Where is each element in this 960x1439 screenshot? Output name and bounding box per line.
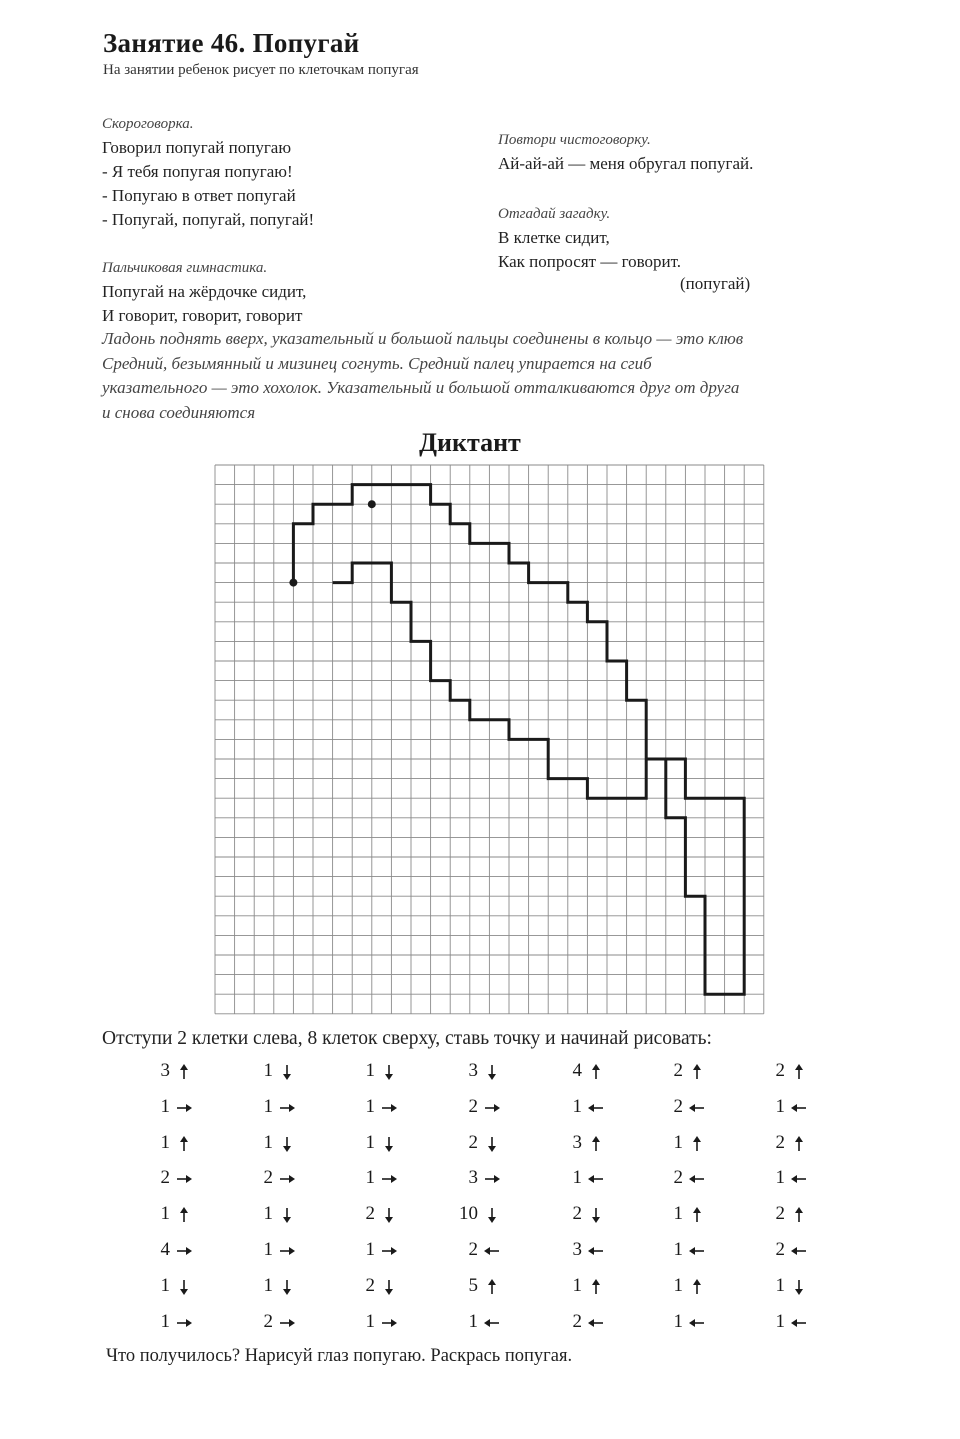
- command-cell: [345, 1308, 415, 1338]
- command-count: 1: [673, 1203, 683, 1225]
- command-cell: [243, 1272, 313, 1302]
- command-count: 2: [775, 1131, 785, 1153]
- arrow-up-icon: [689, 1064, 705, 1080]
- command-cell: [448, 1308, 518, 1338]
- eye-dot: [368, 500, 376, 508]
- arrow-right-icon: [176, 1243, 192, 1259]
- command-count: 2: [775, 1060, 785, 1081]
- dictation-title: Диктант: [419, 428, 521, 457]
- command-count: 2: [775, 1239, 785, 1260]
- arrow-up-icon: [176, 1207, 192, 1223]
- command-count: 1: [572, 1095, 582, 1117]
- command-cell: [140, 1093, 210, 1123]
- riddle-line: Как попросят — говорит.: [498, 252, 682, 271]
- arrow-right-icon: [279, 1243, 295, 1259]
- arrow-right-icon: [176, 1100, 192, 1116]
- arrow-down-icon: [381, 1064, 397, 1080]
- arrow-right-icon: [176, 1171, 192, 1187]
- command-cell: [552, 1236, 622, 1266]
- command-count: 1: [673, 1131, 683, 1153]
- command-cell: [653, 1200, 723, 1230]
- arrow-down-icon: [279, 1064, 295, 1080]
- command-cell: [243, 1129, 313, 1159]
- command-cell: [345, 1129, 415, 1159]
- command-cell: [755, 1057, 825, 1087]
- command-cell: [755, 1236, 825, 1266]
- command-cell: [140, 1272, 210, 1302]
- instruction-line: Ладонь поднять вверх, указательный и большой пальцы соединены в кольцо — это клюв: [102, 329, 744, 348]
- command-cell: [140, 1164, 210, 1194]
- command-cell: [653, 1236, 723, 1266]
- command-cell: [243, 1200, 313, 1230]
- command-cell: [140, 1200, 210, 1230]
- command-count: 2: [572, 1310, 582, 1332]
- command-cell: [552, 1164, 622, 1194]
- command-count: 3: [572, 1131, 582, 1153]
- finger-gym-line: Попугай на жёрдочке сидит,: [102, 282, 307, 301]
- command-cell: [653, 1164, 723, 1194]
- command-cell: [448, 1057, 518, 1087]
- command-cell: [755, 1164, 825, 1194]
- command-count: 2: [775, 1203, 785, 1225]
- tongue-twister-line: - Попугаю в ответ попугай: [102, 186, 296, 205]
- command-cell: [448, 1272, 518, 1302]
- command-count: 1: [160, 1310, 170, 1332]
- arrow-down-icon: [791, 1279, 807, 1295]
- arrow-right-icon: [279, 1171, 295, 1187]
- arrow-down-icon: [381, 1136, 397, 1152]
- command-cell: [552, 1093, 622, 1123]
- arrow-left-icon: [588, 1315, 604, 1331]
- arrow-left-icon: [791, 1243, 807, 1259]
- command-count: 1: [673, 1239, 683, 1260]
- command-cell: [448, 1093, 518, 1123]
- arrow-down-icon: [381, 1207, 397, 1223]
- command-count: 2: [572, 1203, 582, 1225]
- command-count: 1: [468, 1310, 478, 1332]
- dictation-rule: Отступи 2 клетки слева, 8 клеток сверху, ставь точку и начинай рисовать:: [102, 1028, 712, 1049]
- page-subtitle: На занятии ребенок рисует по клеточкам попугая: [103, 62, 419, 78]
- command-count: 1: [775, 1274, 785, 1296]
- arrow-up-icon: [588, 1279, 604, 1295]
- command-count: 1: [572, 1274, 582, 1296]
- command-cell: [140, 1057, 210, 1087]
- command-count: 1: [263, 1060, 273, 1081]
- command-count: 2: [365, 1203, 375, 1225]
- command-count: 2: [263, 1167, 273, 1189]
- command-cell: [345, 1236, 415, 1266]
- command-cell: [552, 1272, 622, 1302]
- command-count: 2: [673, 1060, 683, 1081]
- command-cell: [755, 1093, 825, 1123]
- arrow-left-icon: [484, 1315, 500, 1331]
- arrow-down-icon: [484, 1064, 500, 1080]
- command-count: 1: [365, 1239, 375, 1260]
- arrow-right-icon: [279, 1100, 295, 1116]
- tongue-twister-line: Говорил попугай попугаю: [102, 138, 292, 157]
- arrow-up-icon: [791, 1064, 807, 1080]
- command-count: 2: [673, 1095, 683, 1117]
- arrow-left-icon: [689, 1315, 705, 1331]
- instruction-line: Средний, безымянный и мизинец согнуть. Средний палец упирается на сгиб: [102, 353, 652, 373]
- command-cell: [345, 1200, 415, 1230]
- command-count: 1: [263, 1239, 273, 1260]
- command-count: 2: [673, 1167, 683, 1189]
- arrow-right-icon: [381, 1315, 397, 1331]
- arrow-down-icon: [484, 1207, 500, 1223]
- command-cell: [345, 1093, 415, 1123]
- command-cell: [653, 1093, 723, 1123]
- command-cell: [448, 1236, 518, 1266]
- instruction-line: указательного — это хохолок. Указательный и большой отталкиваются друг от друга: [102, 378, 740, 397]
- command-count: 3: [468, 1060, 478, 1081]
- command-cell: [345, 1057, 415, 1087]
- command-count: 2: [468, 1239, 478, 1260]
- tongue-twister-line: - Попугай, попугай, попугай!: [102, 210, 315, 229]
- command-count: 1: [673, 1310, 683, 1332]
- command-count: 1: [365, 1167, 375, 1189]
- arrow-right-icon: [176, 1315, 192, 1331]
- arrow-left-icon: [689, 1243, 705, 1259]
- riddle-line: В клетке сидит,: [498, 228, 610, 247]
- arrow-down-icon: [279, 1136, 295, 1152]
- command-cell: [140, 1236, 210, 1266]
- clean-talk-heading: Повтори чистоговорку.: [498, 132, 651, 148]
- finger-gym-line: И говорит, говорит, говорит: [102, 306, 303, 325]
- command-count: 1: [775, 1310, 785, 1332]
- command-count: 2: [365, 1274, 375, 1296]
- command-count: 1: [263, 1274, 273, 1296]
- arrow-up-icon: [176, 1136, 192, 1152]
- command-cell: [755, 1200, 825, 1230]
- arrow-up-icon: [791, 1136, 807, 1152]
- command-count: 1: [160, 1203, 170, 1225]
- command-cell: [243, 1093, 313, 1123]
- arrow-down-icon: [484, 1136, 500, 1152]
- arrow-up-icon: [689, 1279, 705, 1295]
- command-cell: [653, 1057, 723, 1087]
- command-count: 1: [775, 1167, 785, 1189]
- page-title: Занятие 46. Попугай: [103, 28, 360, 58]
- clean-talk-line: Ай-ай-ай — меня обругал попугай.: [498, 154, 754, 173]
- arrow-up-icon: [176, 1064, 192, 1080]
- arrow-left-icon: [791, 1171, 807, 1187]
- arrow-down-icon: [588, 1207, 604, 1223]
- arrow-up-icon: [588, 1064, 604, 1080]
- command-cell: [755, 1129, 825, 1159]
- command-cell: [448, 1164, 518, 1194]
- command-cell: [552, 1200, 622, 1230]
- command-count: 1: [160, 1131, 170, 1153]
- arrow-right-icon: [381, 1100, 397, 1116]
- command-count: 1: [365, 1095, 375, 1117]
- command-count: 1: [673, 1274, 683, 1296]
- instruction-line: и снова соединяются: [102, 402, 256, 422]
- command-count: 4: [572, 1060, 582, 1081]
- riddle-heading: Отгадай загадку.: [498, 206, 611, 222]
- arrow-down-icon: [381, 1279, 397, 1295]
- command-count: 4: [160, 1239, 170, 1260]
- command-count: 3: [468, 1167, 478, 1189]
- command-cell: [653, 1129, 723, 1159]
- arrow-right-icon: [484, 1171, 500, 1187]
- command-count: 1: [263, 1203, 273, 1225]
- command-cell: [653, 1272, 723, 1302]
- command-count: 10: [459, 1203, 478, 1225]
- command-cell: [140, 1129, 210, 1159]
- command-count: 5: [468, 1274, 478, 1296]
- arrow-left-icon: [588, 1171, 604, 1187]
- command-cell: [755, 1308, 825, 1338]
- arrow-down-icon: [279, 1207, 295, 1223]
- command-count: 3: [572, 1239, 582, 1260]
- arrow-left-icon: [791, 1315, 807, 1331]
- arrow-down-icon: [279, 1279, 295, 1295]
- command-count: 1: [365, 1310, 375, 1332]
- start-dot: [289, 579, 297, 587]
- command-cell: [448, 1129, 518, 1159]
- final-question: Что получилось? Нарисуй глаз попугаю. Раскрась попугая.: [106, 1346, 573, 1366]
- command-cell: [552, 1308, 622, 1338]
- arrow-up-icon: [484, 1279, 500, 1295]
- command-count: 1: [572, 1167, 582, 1189]
- arrow-left-icon: [689, 1171, 705, 1187]
- command-count: 2: [263, 1310, 273, 1332]
- riddle-answer: (попугай): [680, 274, 751, 293]
- arrow-right-icon: [279, 1315, 295, 1331]
- arrow-up-icon: [588, 1136, 604, 1152]
- command-cell: [448, 1200, 518, 1230]
- command-cell: [552, 1057, 622, 1087]
- command-count: 1: [775, 1095, 785, 1117]
- command-cell: [243, 1057, 313, 1087]
- arrow-up-icon: [689, 1136, 705, 1152]
- grid-lines: [215, 465, 764, 1014]
- finger-gym-heading: Пальчиковая гимнастика.: [102, 260, 268, 276]
- arrow-right-icon: [381, 1171, 397, 1187]
- command-cell: [140, 1308, 210, 1338]
- command-count: 1: [160, 1095, 170, 1117]
- arrow-up-icon: [689, 1207, 705, 1223]
- arrow-right-icon: [484, 1100, 500, 1116]
- command-count: 2: [468, 1131, 478, 1153]
- command-cell: [345, 1272, 415, 1302]
- command-cell: [243, 1236, 313, 1266]
- arrow-left-icon: [588, 1100, 604, 1116]
- arrow-left-icon: [588, 1243, 604, 1259]
- arrow-down-icon: [176, 1279, 192, 1295]
- command-count: 1: [160, 1274, 170, 1296]
- tongue-twister-heading: Скороговорка.: [102, 116, 194, 132]
- command-count: 2: [468, 1095, 478, 1117]
- arrow-left-icon: [484, 1243, 500, 1259]
- arrow-up-icon: [791, 1207, 807, 1223]
- tongue-twister-line: - Я тебя попугая попугаю!: [102, 162, 293, 181]
- command-count: 1: [263, 1131, 273, 1153]
- command-cell: [653, 1308, 723, 1338]
- command-cell: [243, 1308, 313, 1338]
- arrow-left-icon: [791, 1100, 807, 1116]
- command-count: 1: [263, 1095, 273, 1117]
- command-count: 1: [365, 1060, 375, 1081]
- command-cell: [243, 1164, 313, 1194]
- arrow-left-icon: [689, 1100, 705, 1116]
- arrow-right-icon: [381, 1243, 397, 1259]
- command-count: 3: [160, 1060, 170, 1081]
- command-cell: [755, 1272, 825, 1302]
- command-count: 2: [160, 1167, 170, 1189]
- command-cell: [345, 1164, 415, 1194]
- command-cell: [552, 1129, 622, 1159]
- command-count: 1: [365, 1131, 375, 1153]
